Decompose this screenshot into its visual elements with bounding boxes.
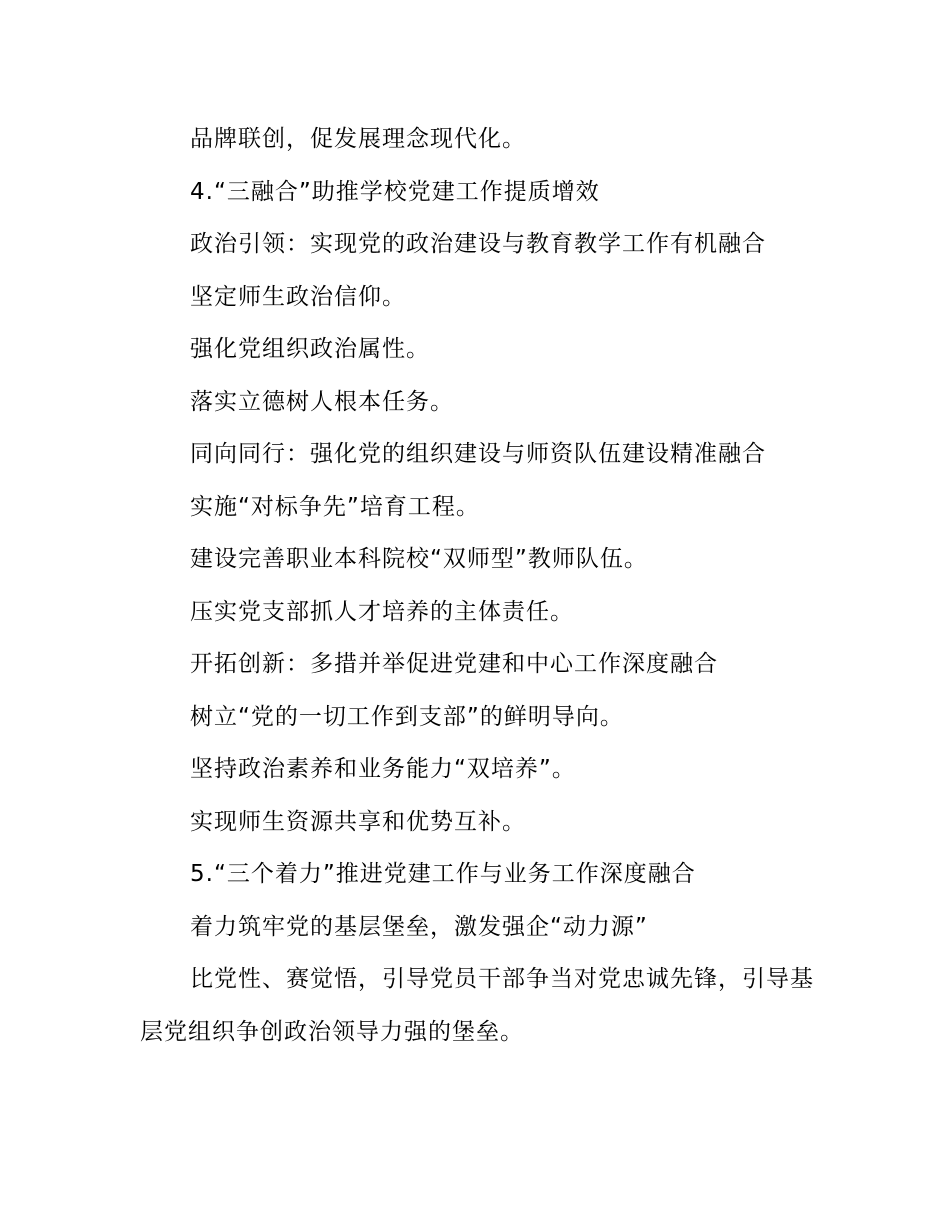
section-heading: 4.“三融合”助推学校党建工作提质增效 bbox=[190, 178, 600, 205]
text-line: 坚定师生政治信仰。 bbox=[190, 283, 406, 310]
text-line: 落实立德树人根本任务。 bbox=[190, 388, 454, 415]
text-line: 实现师生资源共享和优势互补。 bbox=[190, 808, 526, 835]
text-line: 品牌联创，促发展理念现代化。 bbox=[190, 126, 526, 152]
text-line: 建设完善职业本科院校“双师型”教师队伍。 bbox=[190, 546, 648, 572]
document-body bbox=[140, 113, 820, 1058]
text-line: 坚持政治素养和业务能力“双培养”。 bbox=[190, 756, 576, 782]
subsection-heading: 政治引领：实现党的政治建设与教育教学工作有机融合 bbox=[190, 231, 766, 257]
text-line: 强化党组织政治属性。 bbox=[190, 336, 430, 362]
subsection-heading: 着力筑牢党的基层堡垒，激发强企“动力源” bbox=[190, 913, 648, 940]
text-line: 压实党支部抓人才培养的主体责任。 bbox=[190, 598, 574, 625]
body-paragraph: 比党性、赛觉悟，引导党员干部争当对党忠诚先锋，引导基层党组织争创政治领导力强的堡垒。 bbox=[140, 966, 814, 1045]
section-heading: 5.“三个着力”推进党建工作与业务工作深度融合 bbox=[190, 861, 696, 887]
subsection-heading: 开拓创新：多措并举促进党建和中心工作深度融合 bbox=[190, 651, 718, 677]
text-line: 实施“对标争先”培育工程。 bbox=[190, 493, 480, 520]
subsection-heading: 同向同行：强化党的组织建设与师资队伍建设精准融合 bbox=[190, 441, 766, 467]
text-line: 树立“党的一切工作到支部”的鲜明导向。 bbox=[190, 703, 624, 730]
